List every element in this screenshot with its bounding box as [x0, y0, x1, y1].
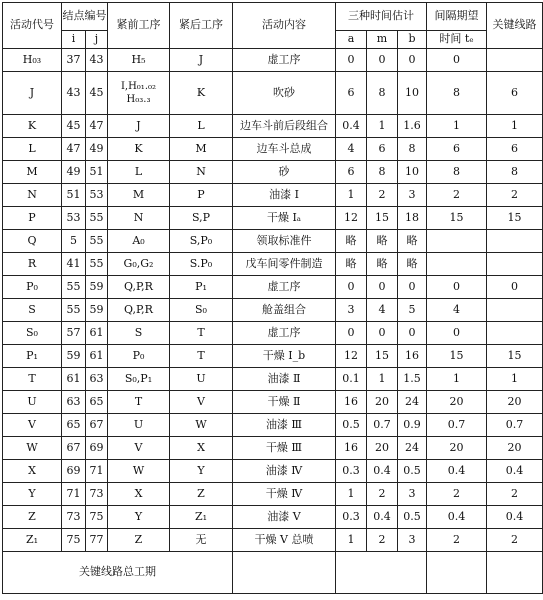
activity-code-cell: R [3, 253, 62, 276]
critical-path-cell: 0.7 [487, 414, 543, 437]
estimate-b-cell: 1.6 [398, 115, 427, 138]
predecessor-cell: N [108, 207, 170, 230]
header-a: a [336, 31, 367, 49]
activity-code-cell: Q [3, 230, 62, 253]
expected-time-cell: 8 [427, 72, 487, 115]
predecessor-cell: K [108, 138, 170, 161]
header-node-i: i [62, 31, 86, 49]
activity-content-cell: 干燥 V 总喷 [233, 529, 336, 552]
table-row [3, 391, 543, 414]
critical-path-cell: 15 [487, 345, 543, 368]
estimate-b-cell: 略 [398, 230, 427, 253]
expected-time-cell: 0.4 [427, 460, 487, 483]
node-j-cell: 51 [86, 161, 108, 184]
node-i-cell: 67 [62, 437, 86, 460]
estimate-b-cell: 10 [398, 161, 427, 184]
expected-time-cell: 0 [427, 322, 487, 345]
successor-cell: K [170, 72, 233, 115]
activity-code-cell: P [3, 207, 62, 230]
table-row [3, 345, 543, 368]
activity-code-cell: S [3, 299, 62, 322]
expected-time-cell: 4 [427, 299, 487, 322]
expected-time-cell: 15 [427, 207, 487, 230]
successor-cell: W [170, 414, 233, 437]
node-j-cell: 71 [86, 460, 108, 483]
node-j-cell: 55 [86, 230, 108, 253]
estimate-m-cell: 1 [367, 368, 398, 391]
successor-cell: U [170, 368, 233, 391]
node-i-cell: 63 [62, 391, 86, 414]
header-row-1 [3, 3, 543, 31]
activity-code-cell: J [3, 72, 62, 115]
critical-path-cell [487, 49, 543, 72]
total-empty-cell [487, 552, 543, 594]
successor-cell: S,P₀ [170, 230, 233, 253]
header-m: m [367, 31, 398, 49]
estimate-b-cell: 3 [398, 529, 427, 552]
activity-content-cell: 舱盖组合 [233, 299, 336, 322]
predecessor-line-1: I,H₀₁.₀₂ [120, 80, 157, 92]
critical-path-cell: 20 [487, 437, 543, 460]
estimate-m-cell: 1 [367, 115, 398, 138]
predecessor-cell: V [108, 437, 170, 460]
node-i-cell: 71 [62, 483, 86, 506]
successor-cell: S₀ [170, 299, 233, 322]
header-node-number: 结点编号 [62, 3, 108, 31]
estimate-a-cell: 略 [336, 230, 367, 253]
node-i-cell: 61 [62, 368, 86, 391]
expected-time-cell: 1 [427, 115, 487, 138]
estimate-m-cell: 2 [367, 529, 398, 552]
estimate-a-cell: 12 [336, 207, 367, 230]
estimate-b-cell: 1.5 [398, 368, 427, 391]
critical-path-cell: 2 [487, 529, 543, 552]
node-i-cell: 43 [62, 72, 86, 115]
expected-time-cell: 0 [427, 49, 487, 72]
activity-code-cell: H₀₃ [3, 49, 62, 72]
estimate-a-cell: 0.1 [336, 368, 367, 391]
estimate-m-cell: 20 [367, 391, 398, 414]
estimate-m-cell: 8 [367, 161, 398, 184]
predecessor-cell: Y [108, 506, 170, 529]
successor-cell: 无 [170, 529, 233, 552]
activity-content-cell: 虚工序 [233, 49, 336, 72]
estimate-b-cell: 0.5 [398, 506, 427, 529]
header-predecessor: 紧前工序 [108, 3, 170, 49]
activity-content-cell: 干燥 I_b [233, 345, 336, 368]
activity-code-cell: V [3, 414, 62, 437]
activity-content-cell: 干燥 Iₐ [233, 207, 336, 230]
node-j-cell: 63 [86, 368, 108, 391]
activity-code-cell: T [3, 368, 62, 391]
header-b: b [398, 31, 427, 49]
activity-code-cell: L [3, 138, 62, 161]
estimate-a-cell: 1 [336, 483, 367, 506]
activity-code-cell: X [3, 460, 62, 483]
header-critical-path: 关键线路 [487, 3, 543, 49]
estimate-a-cell: 3 [336, 299, 367, 322]
expected-time-cell: 20 [427, 437, 487, 460]
successor-cell: M [170, 138, 233, 161]
node-i-cell: 55 [62, 299, 86, 322]
node-j-cell: 75 [86, 506, 108, 529]
activity-code-cell: W [3, 437, 62, 460]
activity-content-cell: 油漆 Ⅲ [233, 414, 336, 437]
header-activity-code: 活动代号 [3, 3, 62, 49]
estimate-b-cell: 24 [398, 391, 427, 414]
estimate-m-cell: 0 [367, 49, 398, 72]
predecessor-cell: U [108, 414, 170, 437]
table-row [3, 322, 543, 345]
node-j-cell: 53 [86, 184, 108, 207]
node-i-cell: 69 [62, 460, 86, 483]
activity-content-cell: 吹砂 [233, 72, 336, 115]
successor-cell: Y [170, 460, 233, 483]
activity-content-cell: 油漆 V [233, 506, 336, 529]
activity-code-cell: P₁ [3, 345, 62, 368]
predecessor-cell: H₅ [108, 49, 170, 72]
estimate-b-cell: 0.9 [398, 414, 427, 437]
estimate-b-cell: 0.5 [398, 460, 427, 483]
estimate-b-cell: 0 [398, 49, 427, 72]
activity-code-cell: S₀ [3, 322, 62, 345]
successor-cell: Z₁ [170, 506, 233, 529]
critical-path-cell: 2 [487, 184, 543, 207]
estimate-a-cell: 略 [336, 253, 367, 276]
predecessor-cell: Q,P,R [108, 276, 170, 299]
predecessor-cell: Q,P,R [108, 299, 170, 322]
activity-content-cell: 边车斗总成 [233, 138, 336, 161]
activity-content-cell: 戊车间零件制造 [233, 253, 336, 276]
successor-cell: J [170, 49, 233, 72]
critical-path-cell: 1 [487, 368, 543, 391]
critical-path-cell: 2 [487, 483, 543, 506]
predecessor-cell [108, 72, 170, 115]
table-row [3, 115, 543, 138]
critical-path-cell [487, 322, 543, 345]
critical-path-cell: 15 [487, 207, 543, 230]
table-row [3, 483, 543, 506]
critical-path-cell: 0 [487, 276, 543, 299]
critical-path-cell [487, 230, 543, 253]
table-row [3, 414, 543, 437]
estimate-m-cell: 15 [367, 345, 398, 368]
total-empty-cell [233, 552, 336, 594]
successor-cell: S.P₀ [170, 253, 233, 276]
node-i-cell: 5 [62, 230, 86, 253]
node-j-cell: 61 [86, 345, 108, 368]
node-j-cell: 69 [86, 437, 108, 460]
table-row [3, 529, 543, 552]
predecessor-cell: Z [108, 529, 170, 552]
estimate-m-cell: 0.4 [367, 460, 398, 483]
critical-path-cell: 1 [487, 115, 543, 138]
activity-content-cell: 虚工序 [233, 322, 336, 345]
estimate-a-cell: 0.3 [336, 460, 367, 483]
critical-path-cell: 0.4 [487, 506, 543, 529]
predecessor-cell: W [108, 460, 170, 483]
table-row [3, 276, 543, 299]
estimate-m-cell: 15 [367, 207, 398, 230]
node-j-cell: 49 [86, 138, 108, 161]
expected-time-cell: 0 [427, 276, 487, 299]
estimate-b-cell: 16 [398, 345, 427, 368]
node-j-cell: 73 [86, 483, 108, 506]
successor-cell: V [170, 391, 233, 414]
header-interval-expected: 间隔期望 [427, 3, 487, 31]
activity-code-cell: K [3, 115, 62, 138]
successor-cell: N [170, 161, 233, 184]
estimate-m-cell: 2 [367, 184, 398, 207]
estimate-m-cell: 4 [367, 299, 398, 322]
activity-content-cell: 砂 [233, 161, 336, 184]
estimate-m-cell: 6 [367, 138, 398, 161]
node-j-cell: 59 [86, 299, 108, 322]
node-i-cell: 73 [62, 506, 86, 529]
total-empty-cell [427, 552, 487, 594]
activity-content-cell: 油漆 Ⅳ [233, 460, 336, 483]
critical-path-cell: 6 [487, 72, 543, 115]
expected-time-cell: 0.7 [427, 414, 487, 437]
estimate-m-cell: 2 [367, 483, 398, 506]
estimate-m-cell: 0 [367, 276, 398, 299]
successor-cell: X [170, 437, 233, 460]
successor-cell: P [170, 184, 233, 207]
estimate-a-cell: 4 [336, 138, 367, 161]
estimate-b-cell: 8 [398, 138, 427, 161]
estimate-a-cell: 0 [336, 49, 367, 72]
node-i-cell: 45 [62, 115, 86, 138]
table-row [3, 368, 543, 391]
table-row [3, 299, 543, 322]
node-i-cell: 41 [62, 253, 86, 276]
estimate-b-cell: 3 [398, 184, 427, 207]
table-row [3, 207, 543, 230]
activity-code-cell: M [3, 161, 62, 184]
estimate-b-cell: 略 [398, 253, 427, 276]
header-expected-time: 时间 tₑ [427, 31, 487, 49]
table-row [3, 184, 543, 207]
estimate-m-cell: 0 [367, 322, 398, 345]
estimate-m-cell: 0.4 [367, 506, 398, 529]
node-j-cell: 55 [86, 253, 108, 276]
estimate-a-cell: 12 [336, 345, 367, 368]
activity-code-cell: P₀ [3, 276, 62, 299]
expected-time-cell [427, 230, 487, 253]
header-node-j: j [86, 31, 108, 49]
estimate-a-cell: 1 [336, 529, 367, 552]
predecessor-line-2: H₀₃.₃ [126, 94, 151, 105]
node-i-cell: 51 [62, 184, 86, 207]
expected-time-cell: 6 [427, 138, 487, 161]
header-activity-content: 活动内容 [233, 3, 336, 49]
node-j-cell: 55 [86, 207, 108, 230]
predecessor-cell: J [108, 115, 170, 138]
node-j-cell: 77 [86, 529, 108, 552]
table-row [3, 253, 543, 276]
node-j-cell: 61 [86, 322, 108, 345]
activity-content-cell: 虚工序 [233, 276, 336, 299]
successor-cell: L [170, 115, 233, 138]
expected-time-cell: 2 [427, 529, 487, 552]
critical-path-cell [487, 253, 543, 276]
table-row [3, 506, 543, 529]
estimate-a-cell: 1 [336, 184, 367, 207]
node-i-cell: 59 [62, 345, 86, 368]
activity-content-cell: 干燥 Ⅲ [233, 437, 336, 460]
node-i-cell: 49 [62, 161, 86, 184]
node-j-cell: 59 [86, 276, 108, 299]
estimate-m-cell: 略 [367, 230, 398, 253]
estimate-a-cell: 6 [336, 161, 367, 184]
header-successor: 紧后工序 [170, 3, 233, 49]
node-j-cell: 65 [86, 391, 108, 414]
activity-content-cell: 领取标准件 [233, 230, 336, 253]
successor-cell: Z [170, 483, 233, 506]
activity-code-cell: Y [3, 483, 62, 506]
node-j-cell: 47 [86, 115, 108, 138]
node-i-cell: 57 [62, 322, 86, 345]
table-row [3, 460, 543, 483]
table-row [3, 437, 543, 460]
estimate-b-cell: 0 [398, 276, 427, 299]
header-three-time-estimates: 三种时间估计 [336, 3, 427, 31]
estimate-m-cell: 20 [367, 437, 398, 460]
predecessor-cell: G₀,G₂ [108, 253, 170, 276]
critical-path-cell: 20 [487, 391, 543, 414]
predecessor-cell: T [108, 391, 170, 414]
critical-path-cell: 8 [487, 161, 543, 184]
activity-content-cell: 油漆 I [233, 184, 336, 207]
node-i-cell: 75 [62, 529, 86, 552]
node-i-cell: 47 [62, 138, 86, 161]
critical-path-cell: 0.4 [487, 460, 543, 483]
activity-time-table [2, 2, 543, 594]
node-i-cell: 55 [62, 276, 86, 299]
predecessor-cell: P₀ [108, 345, 170, 368]
table-row [3, 230, 543, 253]
total-row [3, 552, 543, 594]
predecessor-cell: S [108, 322, 170, 345]
activity-content-cell: 干燥 Ⅳ [233, 483, 336, 506]
node-i-cell: 53 [62, 207, 86, 230]
predecessor-cell: A₀ [108, 230, 170, 253]
expected-time-cell [427, 253, 487, 276]
predecessor-cell: L [108, 161, 170, 184]
expected-time-cell: 0.4 [427, 506, 487, 529]
activity-content-cell: 干燥 Ⅱ [233, 391, 336, 414]
successor-cell: T [170, 322, 233, 345]
estimate-a-cell: 0.5 [336, 414, 367, 437]
activity-code-cell: Z [3, 506, 62, 529]
estimate-b-cell: 0 [398, 322, 427, 345]
expected-time-cell: 1 [427, 368, 487, 391]
estimate-m-cell: 8 [367, 72, 398, 115]
expected-time-cell: 2 [427, 483, 487, 506]
node-j-cell: 45 [86, 72, 108, 115]
table-row [3, 72, 543, 115]
node-j-cell: 43 [86, 49, 108, 72]
table-row [3, 49, 543, 72]
critical-path-cell [487, 299, 543, 322]
expected-time-cell: 2 [427, 184, 487, 207]
node-i-cell: 65 [62, 414, 86, 437]
activity-content-cell: 油漆 Ⅱ [233, 368, 336, 391]
node-j-cell: 67 [86, 414, 108, 437]
estimate-b-cell: 3 [398, 483, 427, 506]
predecessor-cell: M [108, 184, 170, 207]
estimate-a-cell: 0 [336, 276, 367, 299]
expected-time-cell: 20 [427, 391, 487, 414]
estimate-a-cell: 0.3 [336, 506, 367, 529]
activity-code-cell: Z₁ [3, 529, 62, 552]
total-duration-label: 关键线路总工期 [3, 552, 233, 594]
estimate-a-cell: 16 [336, 391, 367, 414]
expected-time-cell: 15 [427, 345, 487, 368]
successor-cell: S,P [170, 207, 233, 230]
activity-code-cell: N [3, 184, 62, 207]
expected-time-cell: 8 [427, 161, 487, 184]
total-empty-cell [336, 552, 427, 594]
activity-content-cell: 边车斗前后段组合 [233, 115, 336, 138]
estimate-a-cell: 16 [336, 437, 367, 460]
estimate-m-cell: 略 [367, 253, 398, 276]
predecessor-cell: X [108, 483, 170, 506]
successor-cell: P₁ [170, 276, 233, 299]
critical-path-cell: 6 [487, 138, 543, 161]
estimate-b-cell: 18 [398, 207, 427, 230]
table-row [3, 138, 543, 161]
estimate-b-cell: 10 [398, 72, 427, 115]
table-row [3, 161, 543, 184]
estimate-b-cell: 24 [398, 437, 427, 460]
estimate-b-cell: 5 [398, 299, 427, 322]
estimate-a-cell: 0 [336, 322, 367, 345]
estimate-m-cell: 0.7 [367, 414, 398, 437]
activity-code-cell: U [3, 391, 62, 414]
successor-cell: T [170, 345, 233, 368]
predecessor-cell: S₀,P₁ [108, 368, 170, 391]
node-i-cell: 37 [62, 49, 86, 72]
estimate-a-cell: 0.4 [336, 115, 367, 138]
estimate-a-cell: 6 [336, 72, 367, 115]
